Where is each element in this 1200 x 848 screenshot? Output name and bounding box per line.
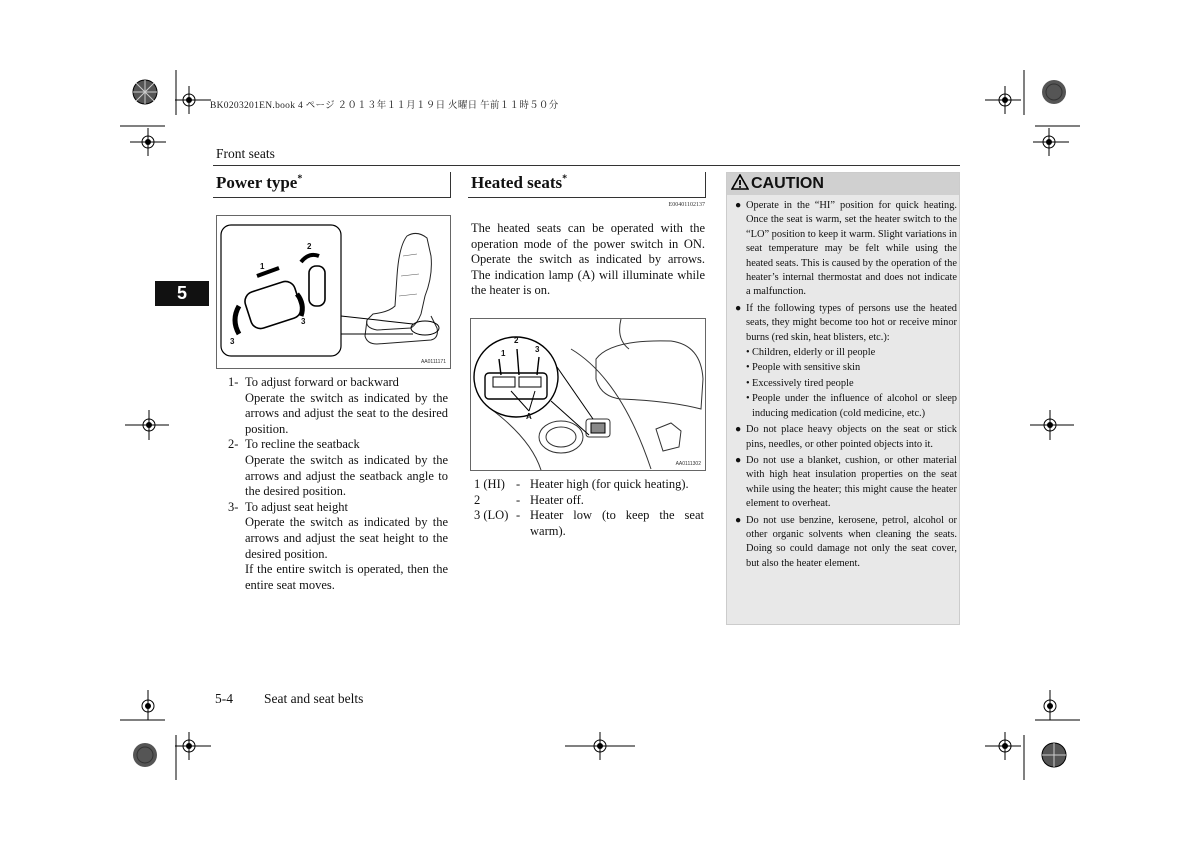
- figure-label: 1: [501, 349, 506, 358]
- dash-cell: -: [516, 477, 521, 491]
- heater-positions-table: [474, 477, 704, 539]
- figure-label: A: [526, 412, 532, 421]
- figure-code: AA0111171: [420, 359, 446, 365]
- bullet-icon: ●: [735, 514, 742, 526]
- sub-bullet-icon: •: [746, 362, 750, 374]
- page-number: 5-4: [215, 691, 233, 706]
- caution-box: [726, 172, 960, 625]
- warning-triangle-icon: [731, 174, 749, 195]
- heated-seats-description: The heated seats can be operated with the operation mode of the power switch in ON. Operate the switch as indicated by arrows. The indication lamp (A) will illuminate while the heater is on.: [471, 221, 705, 298]
- bullet-icon: ●: [735, 454, 742, 466]
- caution-subitem-text: People with sensitive skin: [752, 362, 861, 374]
- dash-cell: -: [516, 508, 521, 523]
- section-title-text: Power type: [216, 173, 298, 192]
- sub-bullet-icon: •: [746, 393, 750, 405]
- caution-text: Operate in the “HI” position for quick heating. Once the seat is warm, set the heater switch to the “LO” position to keep it warm. Slight variations in seat temperature may be felt while using the heated seats. This is caused by the operation of the heater’s internal thermostat and does not indicate a malfunction.: [746, 200, 957, 298]
- section-title-power-type: [213, 172, 451, 198]
- caution-bullet: [735, 423, 957, 452]
- caution-bullet: [735, 454, 957, 512]
- item-description: Operate the switch as indicated by the arrows and adjust the seat height to the desired position.: [245, 515, 448, 561]
- reference-code: E00401102137: [668, 202, 705, 208]
- item-note: If the entire switch is operated, then the entire seat moves.: [245, 562, 448, 592]
- description-cell: Heater low (to keep the seat warm).: [530, 508, 704, 538]
- caution-subitem: [735, 377, 957, 391]
- item-number: 1-: [228, 375, 239, 389]
- item-description: Operate the switch as indicated by the arrows and adjust the seat to the desired position.: [245, 390, 448, 436]
- list-item: [228, 375, 448, 437]
- description-cell: Heater off.: [530, 492, 584, 507]
- power-seat-illustration: [217, 216, 450, 368]
- crosshair-mark: [985, 86, 1021, 114]
- caution-bullet: [735, 514, 957, 572]
- crosshair-mark: [565, 732, 635, 760]
- figure-code: AA0111302: [675, 461, 701, 467]
- figure-label: 3: [301, 317, 306, 326]
- chapter-title: Seat and seat belts: [264, 691, 364, 706]
- caution-text: Do not use a blanket, cushion, or other material with high heat insulation properties on the seat while using the heater; this might cause the heater element to overheat.: [746, 454, 957, 510]
- option-mark: *: [562, 173, 568, 185]
- caution-subitem: [735, 346, 957, 360]
- caution-subitem-text: Excessively tired people: [752, 377, 854, 389]
- caution-text: Do not use benzine, kerosene, petrol, alcohol or other organic solvents when cleaning the seats. Doing so could damage not only the seat cover, but also the heater element.: [746, 514, 957, 569]
- section-title-heated-seats: [468, 172, 706, 198]
- list-item: [228, 437, 448, 499]
- item-label: To recline the seatback: [245, 437, 360, 452]
- position-cell: 2: [474, 492, 481, 507]
- caution-subitem: [735, 392, 957, 421]
- crosshair-mark: [175, 86, 211, 114]
- list-item: [228, 500, 448, 594]
- item-description: Operate the switch as indicated by the arrows and adjust the seatback angle to the desired position.: [245, 452, 448, 499]
- heater-switch-illustration: [471, 319, 705, 470]
- chapter-tab: 5: [155, 281, 209, 306]
- table-row: [474, 508, 704, 539]
- power-seat-figure: [216, 215, 451, 369]
- crosshair-mark: [1033, 128, 1069, 156]
- power-adjust-list: [228, 375, 448, 593]
- item-label: To adjust seat height: [245, 499, 348, 514]
- caution-title: CAUTION: [751, 175, 824, 192]
- caution-subitem: [735, 361, 957, 375]
- caution-text: If the following types of persons use the heated seats, they might become too hot or receive minor burns (red skin, heat blisters, etc.):: [746, 302, 957, 343]
- caution-subitem-text: Children, elderly or ill people: [752, 347, 876, 359]
- figure-label: 2: [307, 242, 312, 251]
- position-cell: 1 (HI): [474, 477, 505, 491]
- crosshair-mark: [985, 732, 1021, 760]
- crosshair-mark: [125, 410, 169, 440]
- header-rule: [213, 165, 960, 166]
- table-row: [474, 493, 704, 509]
- crosshair-mark: [1030, 410, 1074, 440]
- crosshair-mark: [175, 732, 211, 760]
- option-mark: *: [297, 173, 303, 185]
- caution-body: [735, 199, 957, 571]
- caution-text: Do not place heavy objects on the seat or stick pins, needles, or other pointed objects into it.: [746, 424, 957, 450]
- bullet-icon: ●: [735, 200, 742, 211]
- crosshair-mark: [130, 128, 166, 156]
- caution-subitem-text: People under the influence of alcohol or sleep inducing medication (cold medicine, etc.): [752, 393, 957, 419]
- heater-switch-figure: [470, 318, 706, 471]
- section-title-text: Heated seats: [471, 173, 563, 192]
- print-header: BK0203201EN.book 4 ページ ２０１３年１１月１９日 火曜日 午前１１時５０分: [210, 101, 559, 111]
- figure-label: 2: [514, 336, 519, 345]
- figure-label: 1: [260, 262, 265, 271]
- caution-header: [727, 173, 959, 195]
- item-number: 2-: [228, 437, 239, 452]
- description-cell: Heater high (for quick heating).: [530, 477, 689, 491]
- table-row: [474, 477, 704, 493]
- position-cell: 3 (LO): [474, 508, 509, 523]
- running-head: Front seats: [216, 146, 275, 161]
- dash-cell: -: [516, 492, 521, 507]
- item-number: 3-: [228, 499, 239, 514]
- sub-bullet-icon: •: [746, 347, 750, 359]
- bullet-icon: ●: [735, 424, 742, 436]
- figure-label: 3: [230, 337, 235, 346]
- caution-bullet: [735, 302, 957, 345]
- caution-bullet: [735, 199, 957, 300]
- bullet-icon: ●: [735, 302, 742, 314]
- figure-label: 3: [535, 345, 540, 354]
- item-label: To adjust forward or backward: [245, 375, 399, 389]
- sub-bullet-icon: •: [746, 377, 750, 389]
